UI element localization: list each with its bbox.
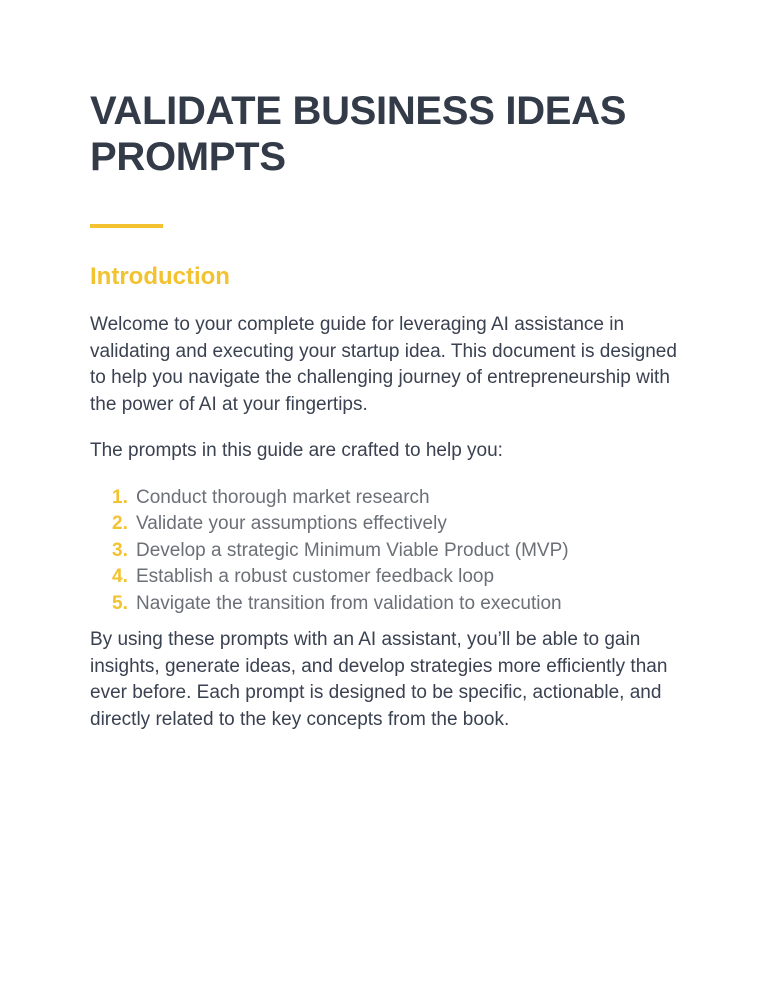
page-title-line-2: PROMPTS: [90, 135, 286, 179]
page-title: [90, 88, 690, 180]
list-lead-paragraph: The prompts in this guide are crafted to help you:: [90, 440, 503, 461]
list-item-text: Develop a strategic Minimum Viable Product (MVP): [136, 539, 569, 561]
list-item: [112, 511, 690, 538]
document-page: [90, 88, 690, 733]
numbered-list: [90, 485, 690, 618]
list-item-number: 1.: [112, 486, 128, 508]
list-item-text: Navigate the transition from validation to execution: [136, 592, 562, 614]
list-item-text: Validate your assumptions effectively: [136, 513, 447, 534]
list-item-number: 5.: [112, 592, 128, 614]
accent-divider: [90, 224, 163, 228]
list-item-number: 2.: [112, 513, 128, 534]
list-item: [112, 591, 690, 618]
list-item-number: 4.: [112, 566, 128, 587]
list-item: [112, 485, 690, 512]
list-item: [112, 564, 690, 591]
intro-paragraph: Welcome to your complete guide for leveraging AI assistance in validating and executing your startup idea. This document is designed to help you navigate the challenging journey of entrepreneurship with the power of AI at your fingertips.: [90, 314, 677, 415]
list-item-number: 3.: [112, 539, 128, 561]
closing-paragraph: By using these prompts with an AI assistant, you’ll be able to gain insights, generate ideas, and develop strategies more efficiently than ever before. Each prompt is designed to be specific, actionable, and directly related to the key concepts from the book.: [90, 629, 668, 730]
section-heading-introduction: Introduction: [90, 263, 230, 290]
list-item-text: Conduct thorough market research: [136, 486, 430, 508]
page-title-line-1: VALIDATE BUSINESS IDEAS: [90, 89, 627, 133]
list-item-text: Establish a robust customer feedback loop: [136, 566, 495, 587]
list-item: [112, 538, 690, 565]
